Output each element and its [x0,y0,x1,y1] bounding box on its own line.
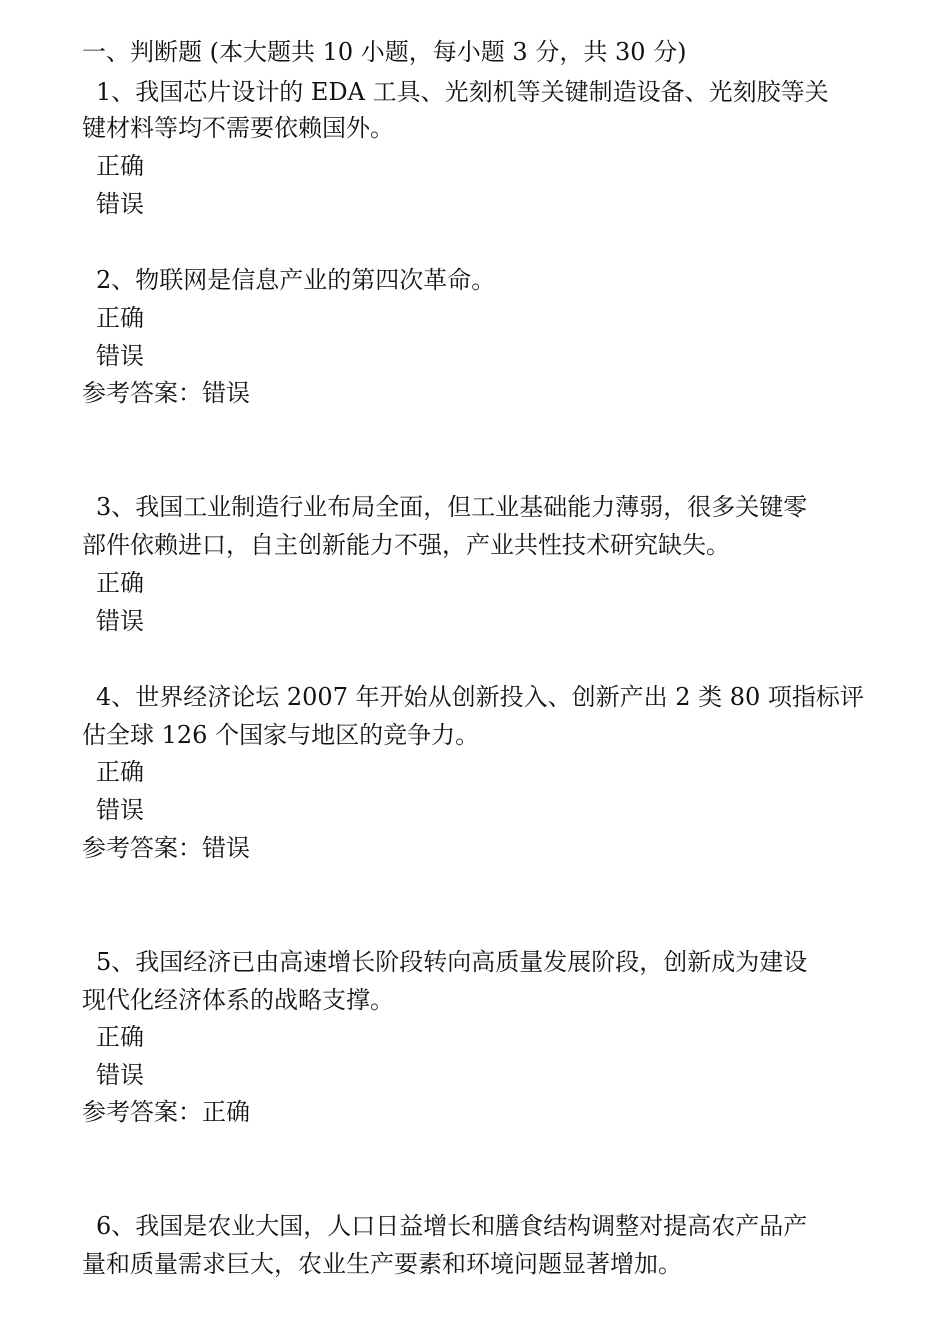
question-4-option-true: 正确 [96,758,144,786]
question-6-text-line-2: 量和质量需求巨大，农业生产要素和环境问题显著增加。 [82,1250,682,1278]
question-2-option-true: 正确 [96,304,144,332]
question-1-text-line-2: 键材料等均不需要依赖国外。 [82,114,394,142]
question-2-text-line-1: 2、物联网是信息产业的第四次革命。 [96,266,496,294]
question-5-option-true: 正确 [96,1023,144,1051]
question-5-answer: 参考答案：正确 [82,1098,250,1126]
question-4-option-false: 错误 [96,796,144,824]
question-3-text-line-1: 3、我国工业制造行业布局全面，但工业基础能力薄弱，很多关键零 [96,493,808,521]
question-5-text-line-1: 5、我国经济已由高速增长阶段转向高质量发展阶段，创新成为建设 [96,948,808,976]
question-4-answer: 参考答案：错误 [82,834,250,862]
question-1-text-line-1: 1、我国芯片设计的 EDA 工具、光刻机等关键制造设备、光刻胶等关 [96,78,829,106]
question-5-text-line-2: 现代化经济体系的战略支撑。 [82,986,394,1014]
question-4-text-line-2: 估全球 126 个国家与地区的竞争力。 [82,721,480,749]
question-2-answer: 参考答案：错误 [82,379,250,407]
question-3-text-line-2: 部件依赖进口，自主创新能力不强，产业共性技术研究缺失。 [82,531,730,559]
question-1-option-false: 错误 [96,190,144,218]
question-3-option-true: 正确 [96,569,144,597]
question-4-text-line-1: 4、世界经济论坛 2007 年开始从创新投入、创新产出 2 类 80 项指标评 [96,683,864,711]
question-6-text-line-1: 6、我国是农业大国，人口日益增长和膳食结构调整对提高农产品产 [96,1212,808,1240]
question-5-option-false: 错误 [96,1061,144,1089]
question-3-option-false: 错误 [96,607,144,635]
question-1-option-true: 正确 [96,152,144,180]
question-2-option-false: 错误 [96,342,144,370]
section-heading: 一、判断题 (本大题共 10 小题，每小题 3 分，共 30 分) [82,38,687,66]
